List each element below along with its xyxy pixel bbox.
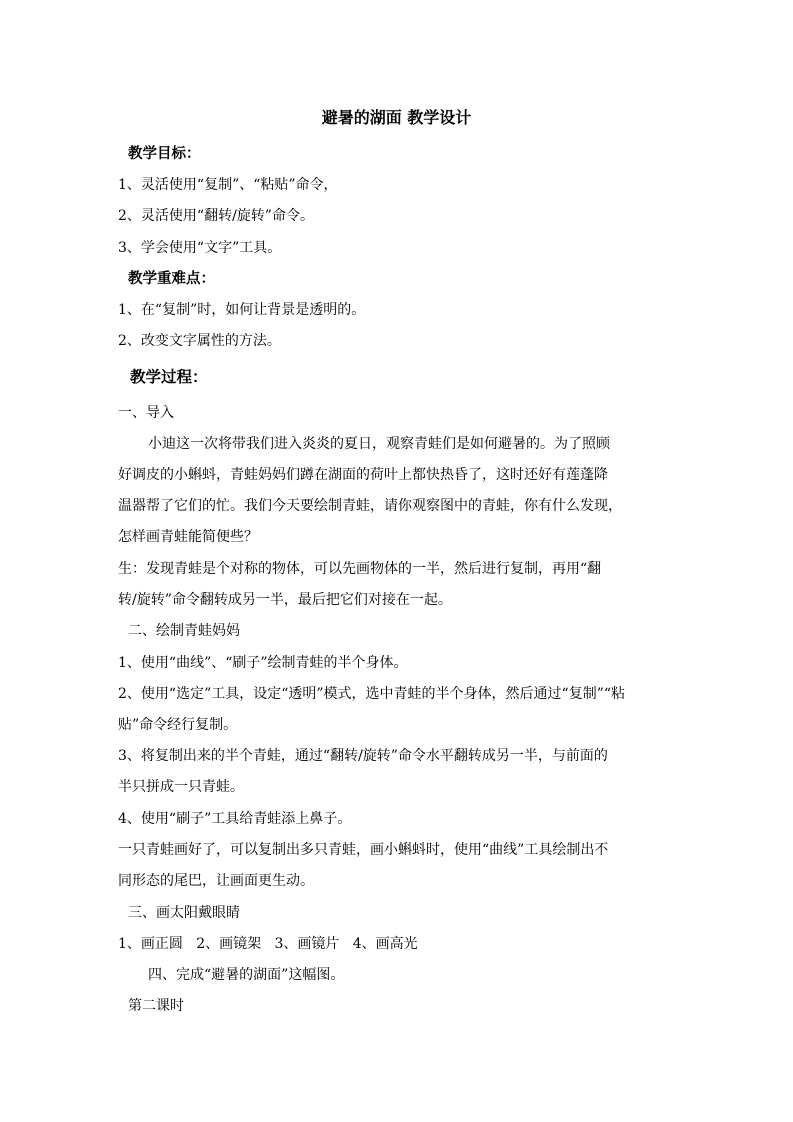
step-item: 1、使用“曲线”、“刷子”绘制青蛙的半个身体。 bbox=[118, 655, 408, 671]
document-title: 避暑的湖面 教学设计 bbox=[321, 108, 472, 127]
section-heading: 一、导入 bbox=[118, 405, 174, 421]
section-heading: 四、完成“避暑的湖面”这幅图。 bbox=[148, 967, 345, 983]
step-item: 贴”命令经行复制。 bbox=[118, 717, 238, 733]
goal-item: 2、灵活使用“翻转/旋转”命令。 bbox=[118, 208, 314, 224]
paragraph-line: 温器帮了它们的忙。我们今天要绘制青蛙，请你观察图中的青蛙，你有什么发现， bbox=[118, 498, 622, 514]
second-lesson-label: 第二课时 bbox=[128, 998, 184, 1014]
key-points-heading: 教学重难点： bbox=[128, 270, 215, 287]
goal-item: 3、学会使用“文字”工具。 bbox=[118, 240, 282, 256]
paragraph-line: 好调皮的小蝌蚪，青蛙妈妈们蹲在湖面的荷叶上都快热昏了，这时还好有莲蓬降 bbox=[118, 467, 608, 483]
process-heading: 教学过程： bbox=[130, 367, 208, 386]
key-point-item: 2、改变文字属性的方法。 bbox=[118, 333, 281, 349]
step-item: 4、使用“刷子”工具给青蛙添上鼻子。 bbox=[118, 811, 352, 827]
paragraph-line: 怎样画青蛙能简便些？ bbox=[118, 529, 258, 545]
goal-item: 1、灵活使用“复制”、“粘贴”命令， bbox=[118, 177, 338, 193]
section-heading: 二、绘制青蛙妈妈 bbox=[128, 623, 240, 639]
answer-line: 转/旋转”命令翻转成另一半，最后把它们对接在一起。 bbox=[118, 592, 452, 608]
answer-line: 生：发现青蛙是个对称的物体，可以先画物体的一半，然后进行复制，再用“翻 bbox=[118, 561, 602, 577]
step-item: 2、使用“选定”工具，设定“透明”模式，选中青蛙的半个身体，然后通过“复制”“粘 bbox=[118, 686, 626, 702]
step-list: 1、画正圆 2、画镜架 3、画镜片 4、画高光 bbox=[118, 936, 418, 952]
section-heading: 三、画太阳戴眼睛 bbox=[128, 905, 240, 921]
goals-heading: 教学目标： bbox=[128, 145, 201, 162]
paragraph-line: 小迪这一次将带我们进入炎炎的夏日，观察青蛙们是如何避暑的。为了照顾 bbox=[148, 436, 610, 452]
key-point-item: 1、在“复制”时，如何让背景是透明的。 bbox=[118, 302, 366, 318]
step-item: 半只拼成一只青蛙。 bbox=[118, 779, 244, 795]
step-item: 3、将复制出来的半个青蛙，通过“翻转/旋转”命令水平翻转成另一半，与前面的 bbox=[118, 748, 608, 764]
note-line: 一只青蛙画好了，可以复制出多只青蛙，画小蝌蚪时，使用“曲线”工具绘制出不 bbox=[118, 842, 609, 858]
note-line: 同形态的尾巴，让画面更生动。 bbox=[118, 873, 314, 889]
